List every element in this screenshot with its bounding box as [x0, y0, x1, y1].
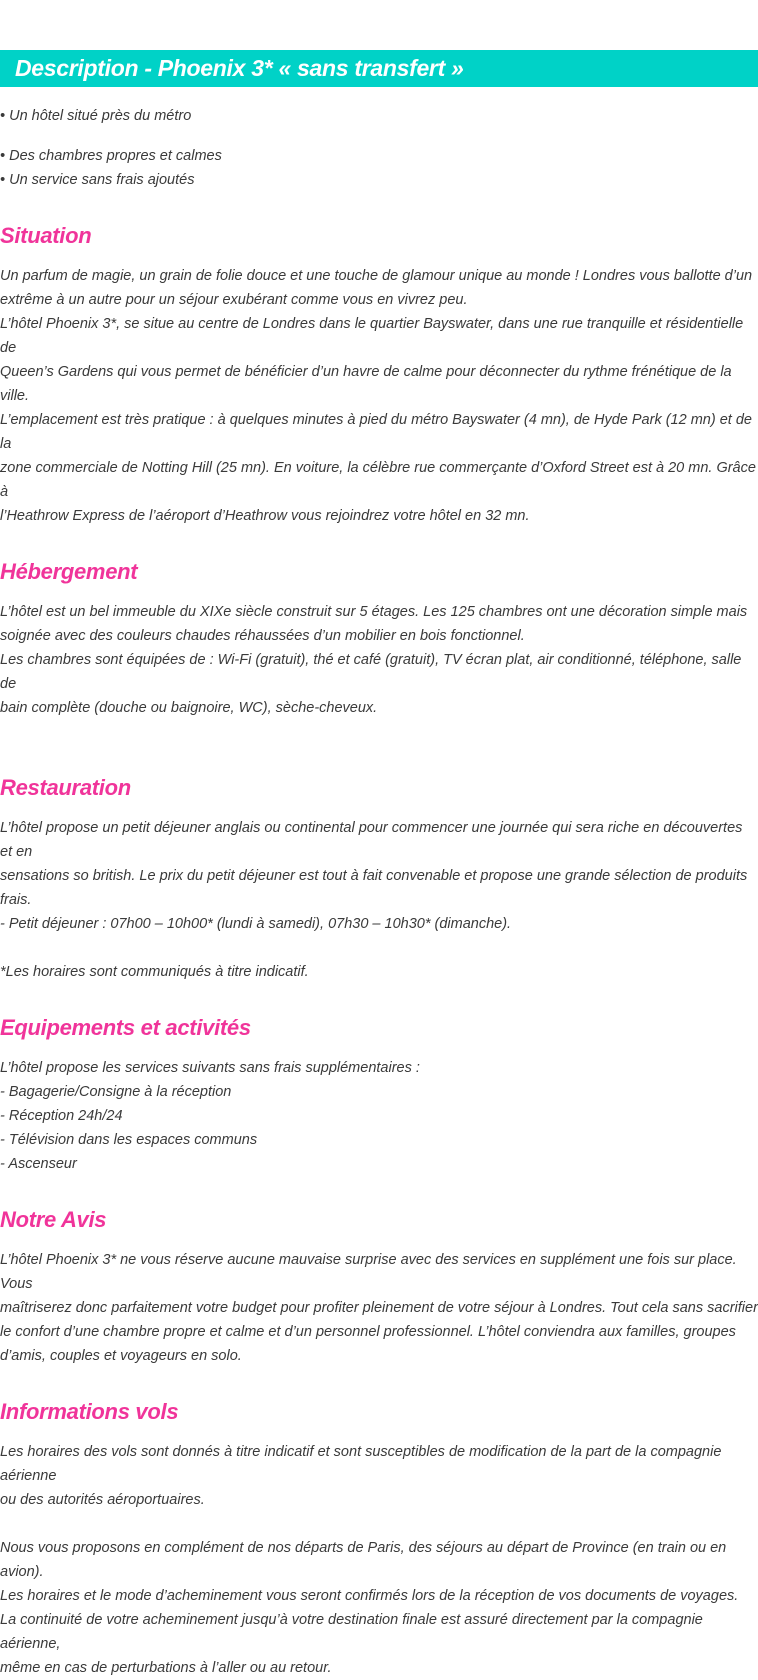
- equipements-line: - Télévision dans les espaces communs: [0, 1132, 258, 1148]
- vols-line: Les horaires et le mode d’acheminement vous seront confirmés lors de la réception de vos documents de voyages.: [0, 1588, 739, 1604]
- situation-line: Queen’s Gardens qui vous permet de bénéficier d’un havre de calme pour déconnecter du rythme frénétique de la ville.: [0, 364, 732, 404]
- section-situation: [0, 222, 758, 528]
- section-title-restauration: Restauration: [0, 775, 131, 800]
- section-restauration: [0, 774, 758, 984]
- avis-line: L’hôtel Phoenix 3* ne vous réserve aucune mauvaise surprise avec des services en supplément une fois sur place. Vous: [0, 1252, 737, 1292]
- vols-line: même en cas de perturbations à l’aller ou au retour.: [0, 1660, 332, 1676]
- hebergement-line: L’hôtel est un bel immeuble du XIXe siècle construit sur 5 étages. Les 125 chambres ont une décoration simple mais: [0, 604, 748, 620]
- highlight-item: • Des chambres propres et calmes: [0, 144, 758, 168]
- section-vols: [0, 1398, 758, 1680]
- section-equipements: [0, 1014, 758, 1176]
- situation-line: L’hôtel Phoenix 3*, se situe au centre de Londres dans le quartier Bayswater, dans une rue tranquille et résidentielle de: [0, 316, 744, 356]
- avis-line: maîtriserez donc parfaitement votre budget pour profiter pleinement de votre séjour à Londres. Tout cela sans sacrifier: [0, 1300, 758, 1316]
- highlight-item: • Un hôtel situé près du métro: [0, 104, 758, 128]
- restauration-line: L’hôtel propose un petit déjeuner anglais ou continental pour commencer une journée qui sera riche en découvertes et en: [0, 820, 743, 860]
- restauration-line: - Petit déjeuner : 07h00 – 10h00* (lundi à samedi), 07h30 – 10h30* (dimanche).: [0, 916, 512, 932]
- section-title-equipements: Equipements et activités: [0, 1015, 251, 1040]
- section-title-hebergement: Hébergement: [0, 559, 138, 584]
- equipements-line: - Réception 24h/24: [0, 1108, 123, 1124]
- equipements-line: - Ascenseur: [0, 1156, 77, 1172]
- situation-line: zone commerciale de Notting Hill (25 mn). En voiture, la célèbre rue commerçante d’Oxford Street est à 20 mn. Grâce à: [0, 460, 756, 500]
- blank-line: [0, 1512, 758, 1536]
- hebergement-line: Les chambres sont équipées de : Wi-Fi (gratuit), thé et café (gratuit), TV écran plat, air conditionné, téléphone, salle de: [0, 652, 742, 692]
- vols-line: La continuité de votre acheminement jusqu’à votre destination finale est assuré directement par la compagnie aérienne,: [0, 1612, 703, 1652]
- section-hebergement: [0, 558, 758, 720]
- section-title-situation: Situation: [0, 223, 92, 248]
- vols-line: Nous vous proposons en complément de nos départs de Paris, des séjours au départ de Province (en train ou en avion).: [0, 1540, 727, 1580]
- situation-line: l’Heathrow Express de l’aéroport d’Heathrow vous rejoindrez votre hôtel en 32 mn.: [0, 508, 530, 524]
- description-page: [0, 50, 758, 1680]
- highlights-list: [0, 104, 758, 192]
- equipements-line: - Bagagerie/Consigne à la réception: [0, 1084, 232, 1100]
- banner-title: Description - Phoenix 3* « sans transfert »: [15, 55, 464, 81]
- equipements-line: L’hôtel propose les services suivants sans frais supplémentaires :: [0, 1060, 420, 1076]
- avis-line: le confort d’une chambre propre et calme et d’un personnel professionnel. L’hôtel conviendra aux familles, groupes: [0, 1324, 736, 1340]
- highlight-item: • Un service sans frais ajoutés: [0, 168, 758, 192]
- avis-line: d’amis, couples et voyageurs en solo.: [0, 1348, 242, 1364]
- situation-line: Un parfum de magie, un grain de folie douce et une touche de glamour unique au monde ! Londres vous ballotte d’un: [0, 268, 753, 284]
- situation-line: L’emplacement est très pratique : à quelques minutes à pied du métro Bayswater (4 mn), de Hyde Park (12 mn) et de la: [0, 412, 752, 452]
- hebergement-line: soignée avec des couleurs chaudes réhaussées d’un mobilier en bois fonctionnel.: [0, 628, 525, 644]
- blank-line: [0, 936, 758, 960]
- section-title-vols: Informations vols: [0, 1399, 179, 1424]
- description-banner: [0, 50, 758, 87]
- restauration-note: *Les horaires sont communiqués à titre indicatif.: [0, 964, 309, 980]
- hebergement-line: bain complète (douche ou baignoire, WC), sèche-cheveux.: [0, 700, 378, 716]
- situation-line: extrême à un autre pour un séjour exubérant comme vous en vivrez peu.: [0, 292, 468, 308]
- vols-line: Les horaires des vols sont donnés à titre indicatif et sont susceptibles de modification de la part de la compagnie aérienne: [0, 1444, 722, 1484]
- section-avis: [0, 1206, 758, 1368]
- section-title-avis: Notre Avis: [0, 1207, 107, 1232]
- restauration-line: sensations so british. Le prix du petit déjeuner est tout à fait convenable et propose une grande sélection de produits frais.: [0, 868, 748, 908]
- vols-line: ou des autorités aéroportuaires.: [0, 1492, 205, 1508]
